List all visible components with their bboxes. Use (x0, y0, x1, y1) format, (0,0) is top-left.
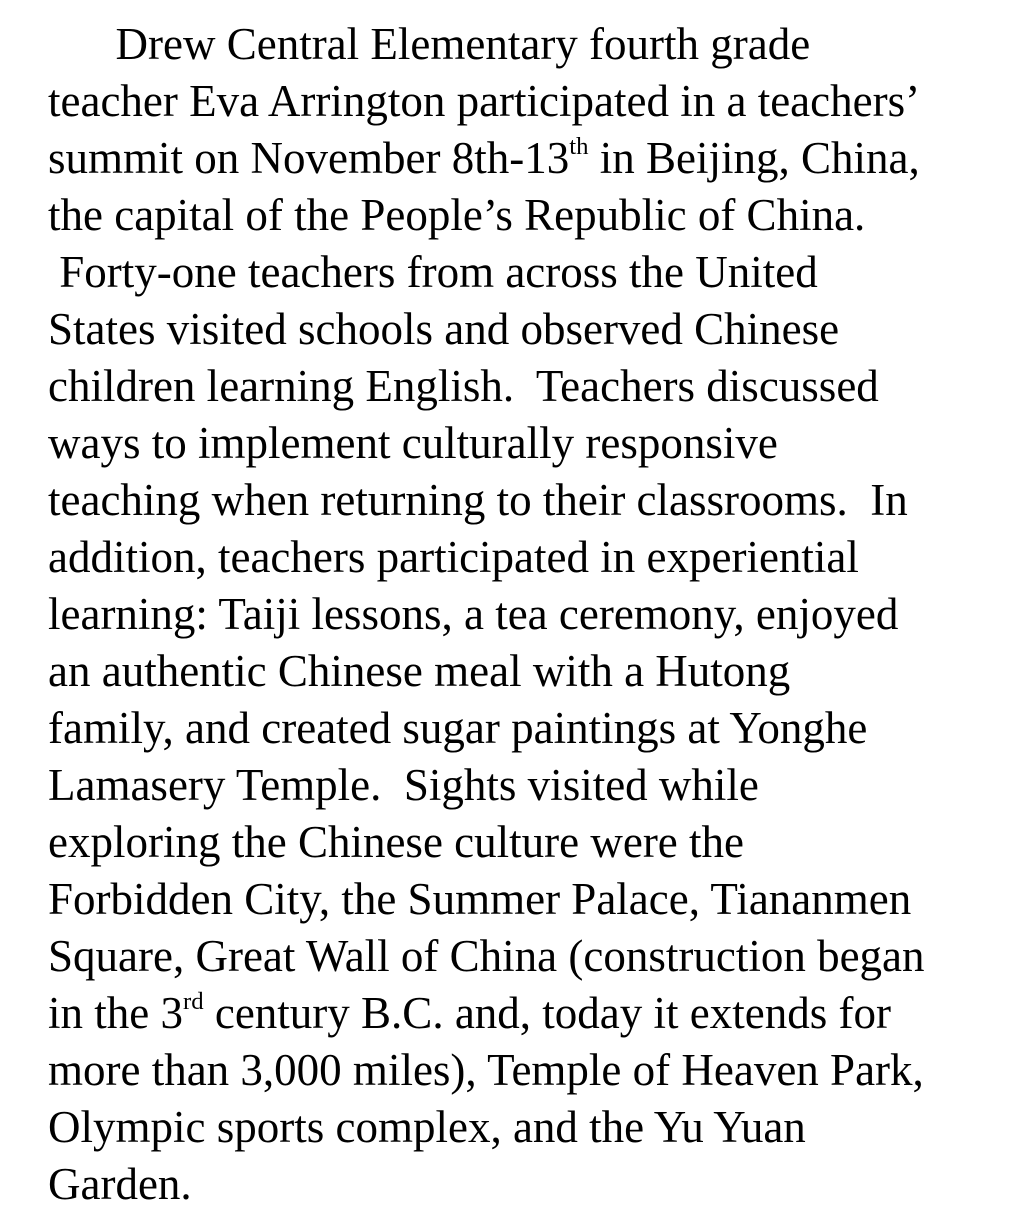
text-line: an authentic Chinese meal with a Hutong (48, 646, 791, 696)
text-line: children learning English. Teachers discussed (48, 361, 879, 411)
text-line: teacher Eva Arrington participated in a teachers’ (48, 76, 921, 126)
text-span: in the 3 (48, 988, 183, 1038)
text-span: century B.C. and, today it extends for (203, 988, 891, 1038)
text-line: States visited schools and observed Chinese (48, 304, 840, 354)
ordinal-superscript: th (569, 133, 589, 161)
text-line: addition, teachers participated in experiential (48, 532, 859, 582)
text-line (48, 988, 891, 1038)
text-line: Forty-one teachers from across the United (48, 247, 818, 297)
text-line: Forbidden City, the Summer Palace, Tiananmen (48, 874, 912, 924)
text-line: Lamasery Temple. Sights visited while (48, 760, 759, 810)
text-span: in Beijing, China, (588, 133, 920, 183)
text-line: Olympic sports complex, and the Yu Yuan (48, 1102, 806, 1152)
text-line: ways to implement culturally responsive (48, 418, 778, 468)
text-line: exploring the Chinese culture were the (48, 817, 745, 867)
text-line: Drew Central Elementary fourth grade (48, 19, 811, 69)
text-line: learning: Taiji lessons, a tea ceremony, enjoyed (48, 589, 899, 639)
text-line: family, and created sugar paintings at Yonghe (48, 703, 868, 753)
text-span: summit on November 8th-13 (48, 133, 570, 183)
text-line (48, 133, 920, 183)
text-line: more than 3,000 miles), Temple of Heaven Park, (48, 1045, 924, 1095)
ordinal-superscript: rd (182, 988, 204, 1016)
text-line: the capital of the People’s Republic of China. (48, 190, 866, 240)
text-line: Garden. (48, 1159, 192, 1209)
text-line: Square, Great Wall of China (construction began (48, 931, 925, 981)
text-line: teaching when returning to their classrooms. In (48, 475, 908, 525)
